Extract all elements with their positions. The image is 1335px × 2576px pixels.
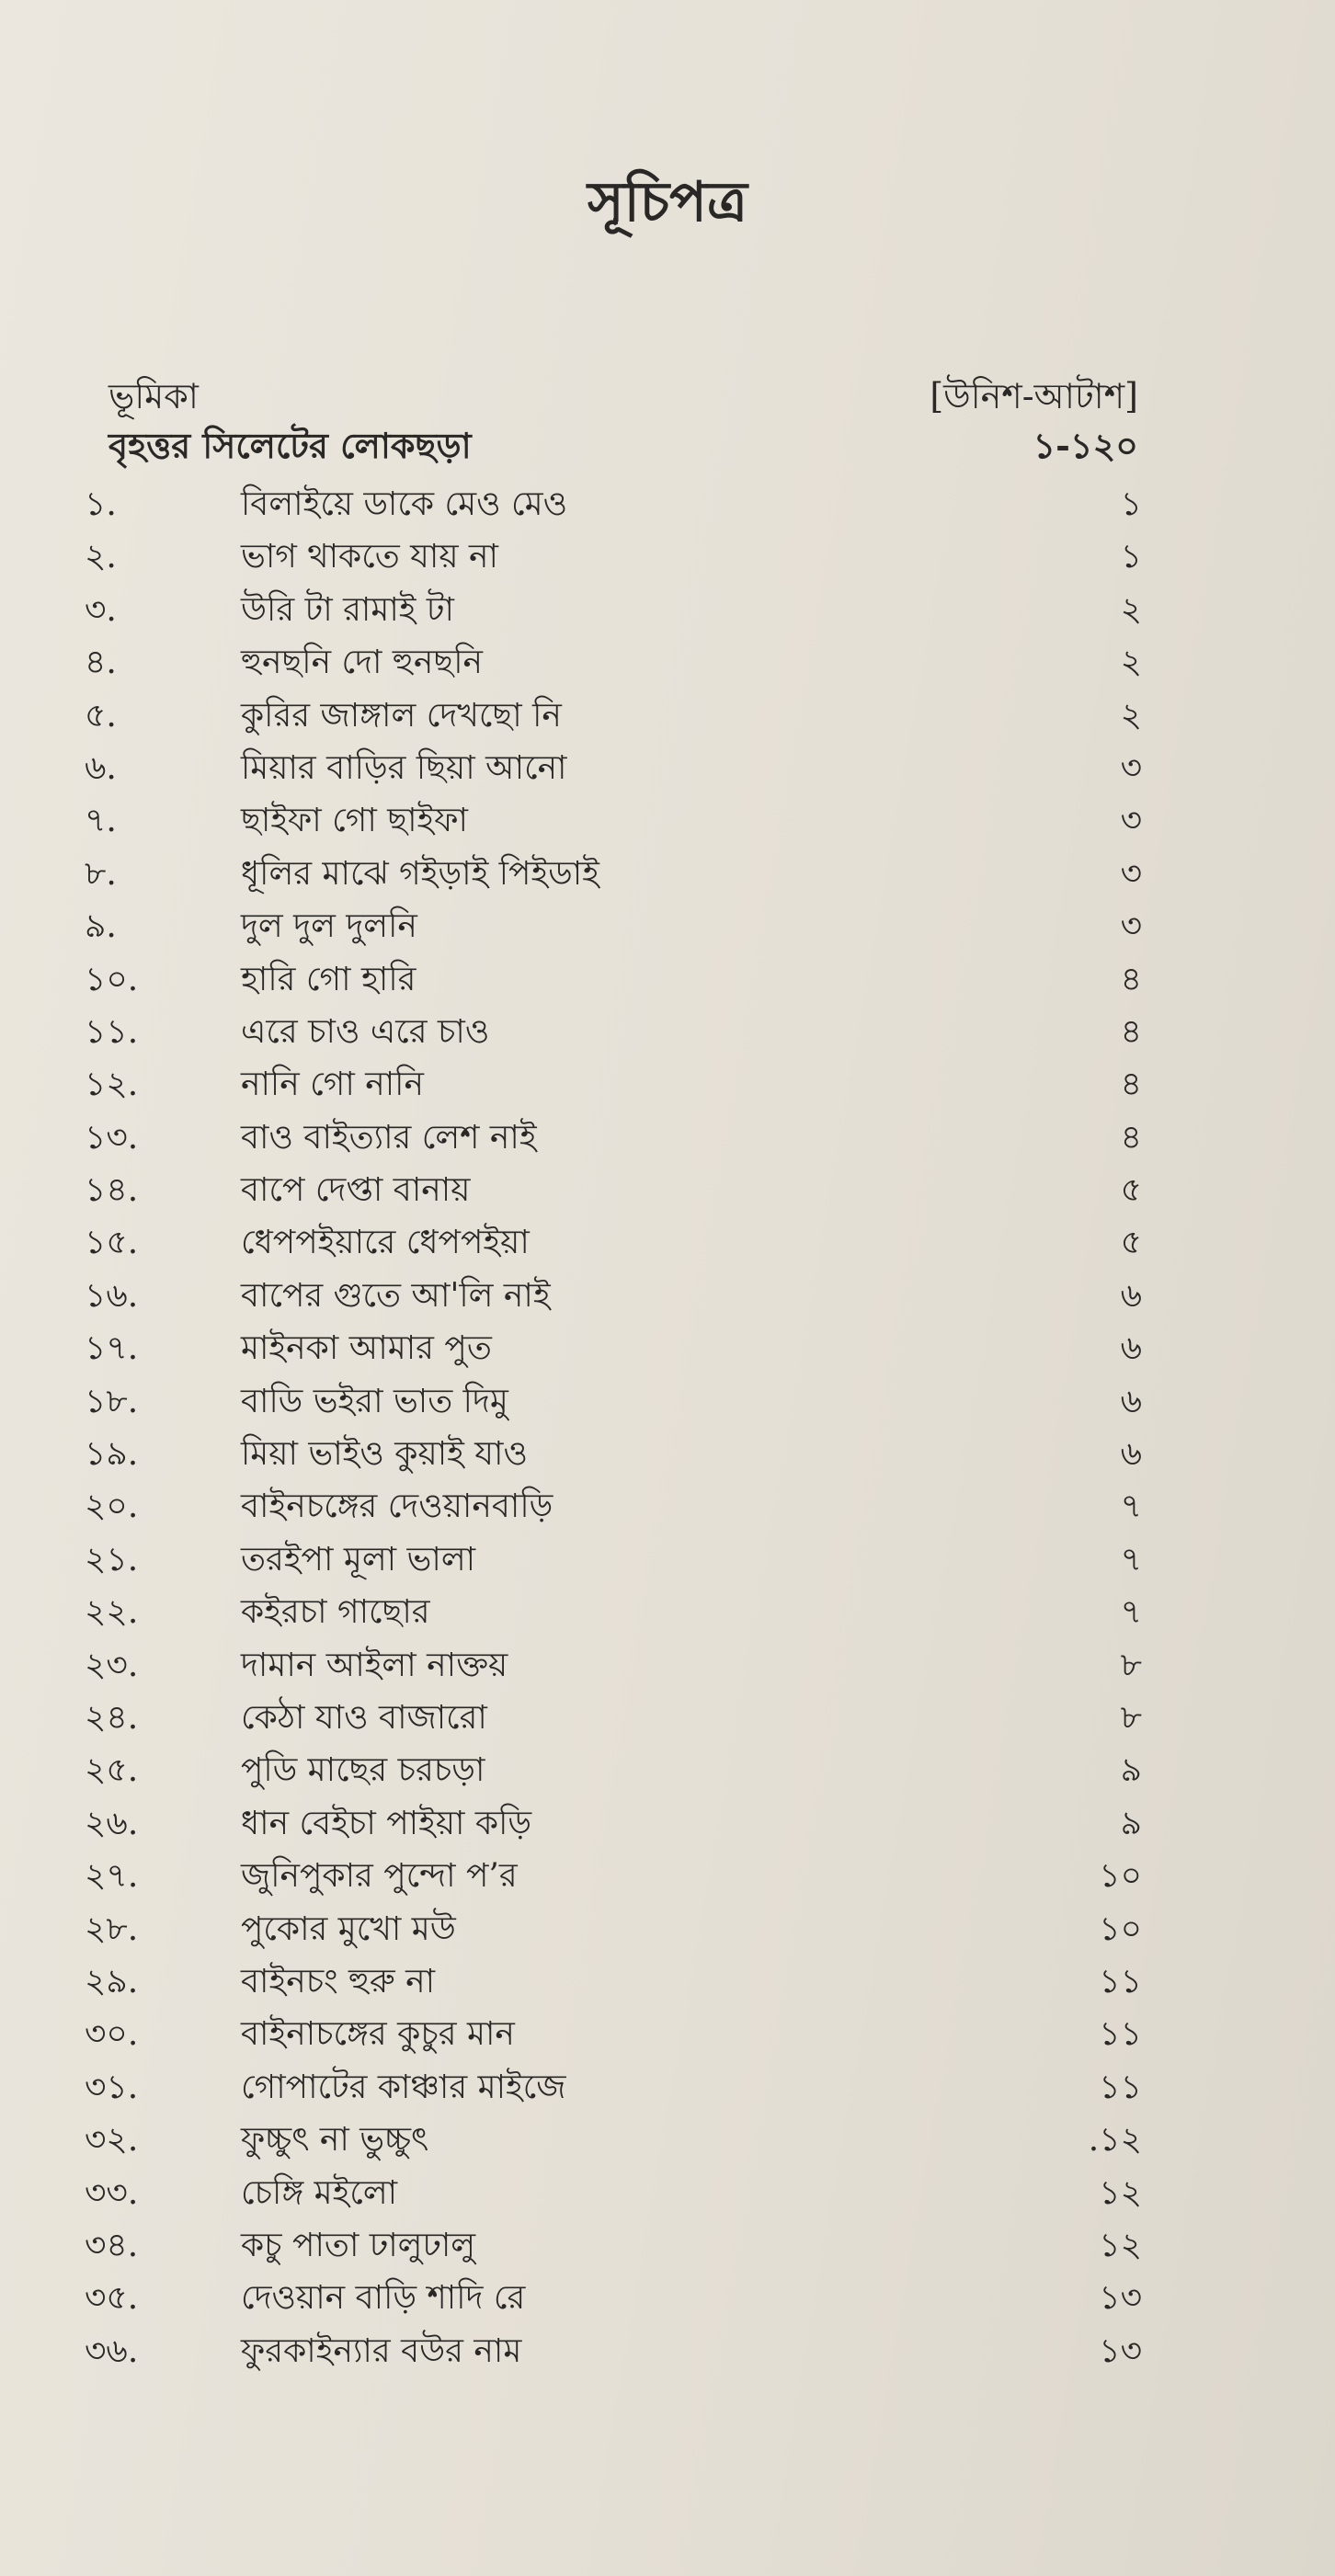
toc-entry (0, 1586, 1335, 1638)
entry-number: ৭. (85, 802, 117, 840)
entry-page: ৩ (1120, 854, 1142, 893)
entry-number: ২৬. (85, 1804, 139, 1842)
toc-entry (0, 848, 1335, 900)
entry-page: ৫ (1120, 1224, 1142, 1262)
entry-page: ১৩ (1099, 2331, 1142, 2370)
toc-entry (0, 1375, 1335, 1428)
entry-number: ১৬. (85, 1276, 139, 1315)
entry-page: .১২ (1088, 2121, 1142, 2160)
entry-number: ২. (85, 538, 117, 576)
entry-title: পুডি মাছের চরচড়া (241, 1751, 485, 1790)
entry-title: বাইনাচঙ্গের কুচুর মান (241, 2015, 515, 2054)
entry-number: ৩১. (85, 2068, 139, 2106)
entry-title: গোপাটের কাঞ্চার মাইজে (241, 2068, 566, 2106)
entry-number: ৬. (85, 748, 117, 787)
toc-entry (0, 584, 1335, 636)
entry-page: ২ (1120, 696, 1142, 735)
section-page-range: ১-১২০ (1033, 425, 1138, 466)
entry-title: মিয়া ভাইও কুয়াই যাও (241, 1435, 528, 1474)
page-title: সূচিপত্র (588, 170, 747, 234)
preface-page-range: [উনিশ-আটাশ] (930, 376, 1138, 416)
entry-title: কচু পাতা ঢালুঢালু (241, 2226, 476, 2264)
toc-header-preface (108, 368, 1138, 425)
entry-page: ৮ (1120, 1698, 1142, 1737)
entry-title: বাপে দেপ্তা বানায় (241, 1171, 471, 1210)
toc-entry (0, 1744, 1335, 1796)
entry-number: ১. (85, 485, 117, 523)
toc-entry (0, 1903, 1335, 1955)
entry-page: ৪ (1120, 1118, 1142, 1157)
entry-number: ১৮. (85, 1382, 139, 1420)
entry-page: ৮ (1120, 1646, 1142, 1684)
entry-title: উরি টা রামাই টা (241, 590, 454, 629)
entry-title: ছাইফা গো ছাইফা (241, 802, 468, 840)
toc-entry (0, 1692, 1335, 1744)
entry-page: ৬ (1120, 1276, 1142, 1315)
entry-number: ১৪. (85, 1171, 139, 1210)
entry-title: ধান বেইচা পাইয়া কড়ি (241, 1804, 532, 1842)
entry-title: বাপের গুতে আ'লি নাই (241, 1276, 551, 1315)
toc-entry (0, 900, 1335, 952)
entry-number: ৩৫. (85, 2279, 139, 2318)
entry-number: ১০. (85, 960, 139, 998)
toc-entry (0, 1270, 1335, 1322)
section-title: বৃহত্তর সিলেটের লোকছড়া (108, 425, 472, 466)
entry-title: দামান আইলা নাক্তয় (241, 1646, 508, 1684)
toc-entry (0, 478, 1335, 530)
entry-page: ৭ (1120, 1487, 1142, 1526)
entry-title: বিলাইয়ে ডাকে মেও মেও (241, 485, 568, 523)
entry-title: দেওয়ান বাড়ি শাদি রে (241, 2279, 526, 2318)
entry-title: ফুরকাইন্যার বউর নাম (241, 2331, 522, 2370)
entry-page: ৩ (1120, 907, 1142, 946)
toc-entry (0, 2114, 1335, 2166)
toc-entry (0, 1955, 1335, 2008)
entry-number: ২০. (85, 1487, 139, 1526)
toc-entry (0, 1533, 1335, 1586)
toc-entry (0, 953, 1335, 1006)
entry-page: ১২ (1099, 2226, 1142, 2264)
entry-page: ৩ (1120, 748, 1142, 787)
entry-title: কইরচা গাছোর (241, 1593, 430, 1632)
toc-entry (0, 1006, 1335, 1058)
entry-title: বাইনচঙ্গের দেওয়ানবাড়ি (241, 1487, 553, 1526)
entry-title: এরে চাও এরে চাও (241, 1012, 490, 1051)
toc-entry (0, 1111, 1335, 1164)
toc-entry (0, 1216, 1335, 1269)
toc-entry (0, 690, 1335, 742)
entry-title: হারি গো হারি (241, 960, 416, 998)
entry-number: ২২. (85, 1593, 139, 1632)
entry-title: মাইনকা আমার পুত (241, 1329, 492, 1368)
entry-number: ২৩. (85, 1646, 139, 1684)
entry-title: বাও বাইত্যার লেশ নাই (241, 1118, 537, 1157)
entry-page: ১০ (1099, 1909, 1142, 1948)
entry-number: ১৭. (85, 1329, 139, 1368)
entry-number: ২৫. (85, 1751, 139, 1790)
toc-entry (0, 2272, 1335, 2324)
entry-title: দুল দুল দুলনি (241, 907, 417, 946)
entry-page: ৯ (1120, 1804, 1142, 1842)
entry-number: ১১. (85, 1012, 139, 1051)
entry-page: ৪ (1120, 960, 1142, 998)
toc-entry (0, 1058, 1335, 1111)
entry-page: ১০ (1099, 1857, 1142, 1896)
entry-number: ২৮. (85, 1909, 139, 1948)
toc-entry (0, 1322, 1335, 1374)
toc-entry (0, 2219, 1335, 2272)
entry-number: ৮. (85, 854, 117, 893)
entry-number: ৫. (85, 696, 117, 735)
entry-page: ৪ (1120, 1066, 1142, 1104)
entry-number: ৩৪. (85, 2226, 139, 2264)
entry-page: ৩ (1120, 802, 1142, 840)
entry-page: ১১ (1099, 1962, 1142, 2000)
toc-entry (0, 742, 1335, 794)
entry-number: ১৩. (85, 1118, 139, 1157)
entry-title: ফুচ্চুৎ না ভুচ্চুৎ (241, 2121, 429, 2160)
entry-title: হুনছনি দো হুনছনি (241, 644, 483, 682)
toc-header-section (108, 417, 1138, 474)
entry-page: ৯ (1120, 1751, 1142, 1790)
entry-page: ২ (1120, 590, 1142, 629)
toc-entry (0, 636, 1335, 689)
toc-entry (0, 2008, 1335, 2060)
entry-title: বাইনচং হুরু না (241, 1962, 436, 2000)
entry-title: চেঙ্গি মইলো (241, 2173, 398, 2212)
entry-number: ২৯. (85, 1962, 139, 2000)
entry-number: ৩২. (85, 2121, 139, 2160)
entry-number: ১২. (85, 1066, 139, 1104)
toc-entry (0, 1480, 1335, 1533)
entry-title: কুরির জাঙ্গাল দেখছো নি (241, 696, 562, 735)
entry-title: নানি গো নানি (241, 1066, 424, 1104)
entry-number: ৯. (85, 907, 117, 946)
entry-page: ১২ (1099, 2173, 1142, 2212)
entry-number: ২৭. (85, 1857, 139, 1896)
entry-number: ৩৩. (85, 2173, 139, 2212)
entry-title: পুকোর মুখো মউ (241, 1909, 456, 1948)
toc-entry (0, 1428, 1335, 1480)
entry-number: ৩. (85, 590, 117, 629)
entry-number: ১৯. (85, 1435, 139, 1474)
toc-entry (0, 1639, 1335, 1692)
entry-title: কেঠা যাও বাজারো (241, 1698, 487, 1737)
entry-number: ৩০. (85, 2015, 139, 2054)
entry-page: ১১ (1099, 2068, 1142, 2106)
toc-entry (0, 2325, 1335, 2377)
entry-page: ১৩ (1099, 2279, 1142, 2318)
entry-number: ২১. (85, 1540, 139, 1579)
entry-number: ৪. (85, 644, 117, 682)
entry-page: ৭ (1120, 1593, 1142, 1632)
entry-title: বাডি ভইরা ভাত দিমু (241, 1382, 508, 1420)
toc-entry (0, 1164, 1335, 1216)
entry-title: ধেপপইয়ারে ধেপপইয়া (241, 1224, 530, 1262)
toc-entry (0, 1850, 1335, 1902)
entry-number: ৩৬. (85, 2331, 139, 2370)
entry-page: ১ (1120, 485, 1142, 523)
entry-page: ৪ (1120, 1012, 1142, 1051)
entry-title: ধূলির মাঝে গইড়াই পিইডাই (241, 854, 599, 893)
entry-title: মিয়ার বাড়ির ছিয়া আনো (241, 748, 567, 787)
entry-page: ৭ (1120, 1540, 1142, 1579)
entry-title: জুনিপুকার পুন্দো প’র (241, 1857, 518, 1896)
entry-title: তরইপা মূলা ভালা (241, 1540, 476, 1579)
entry-page: ৬ (1120, 1435, 1142, 1474)
entry-page: ১১ (1099, 2015, 1142, 2054)
toc-entry (0, 2061, 1335, 2114)
entry-page: ৬ (1120, 1329, 1142, 1368)
entry-number: ১৫. (85, 1224, 139, 1262)
toc-entry (0, 2167, 1335, 2219)
entry-page: ২ (1120, 644, 1142, 682)
toc-list (0, 478, 1335, 2377)
entry-title: ভাগ থাকতে যায় না (241, 538, 498, 576)
toc-entry (0, 530, 1335, 583)
entry-page: ৬ (1120, 1382, 1142, 1420)
toc-entry (0, 1797, 1335, 1850)
entry-page: ৫ (1120, 1171, 1142, 1210)
preface-title: ভূমিকা (108, 376, 199, 416)
toc-entry (0, 794, 1335, 847)
entry-page: ১ (1120, 538, 1142, 576)
entry-number: ২৪. (85, 1698, 139, 1737)
